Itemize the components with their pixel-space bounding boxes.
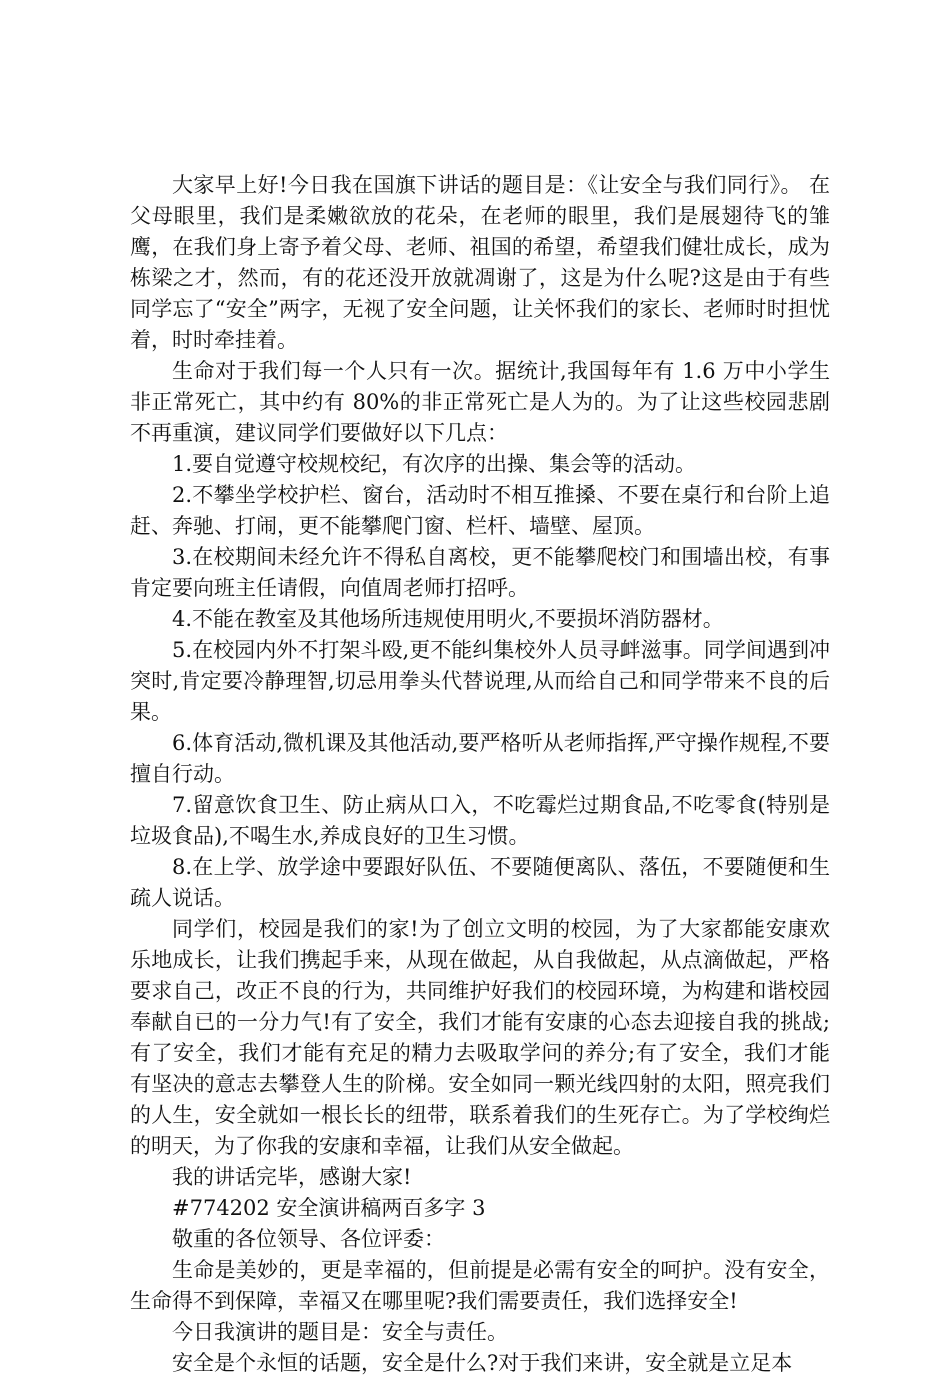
paragraph-topic: 今日我演讲的题目是：安全与责任。: [172, 1320, 508, 1344]
paragraph-intro: 生命是美妙的，更是幸福的，但前提是必需有安全的呵护。没有安全，生命得不到保障，幸福又在哪里呢?我们需要责任，我们选择安全!: [130, 1258, 830, 1313]
paragraph-rule-2: 2.不攀坐学校护栏、窗台，活动时不相互推搡、不要在桌行和台阶上追赶、奔驰、打闹，更不能攀爬门窗、栏杆、墙壁、屋顶。: [130, 483, 830, 538]
paragraph-rule-3: 3.在校期间未经允许不得私自离校，更不能攀爬校门和围墙出校，有事肯定要向班主任请假，向值周老师打招呼。: [130, 545, 830, 600]
section-heading: #774202 安全演讲稿两百多字 3: [172, 1196, 486, 1220]
document-page: [130, 170, 830, 1379]
paragraph-rule-4: 4.不能在教室及其他场所违规使用明火,不要损坏消防器材。: [172, 607, 724, 631]
paragraph-rule-8: 8.在上学、放学途中要跟好队伍、不要随便离队、落伍，不要随便和生疏人说话。: [130, 855, 830, 910]
paragraph-greeting: 大家早上好!今日我在国旗下讲话的题目是：《让安全与我们同行》。 在父母眼里，我们是柔嫩欲放的花朵，在老师的眼里，我们是展翅待飞的雏鹰，在我们身上寄予着父母、老师、祖国的希望，希望我们健壮成长，成为栋梁之才，然而，有的花还没开放就凋谢了，这是为什么呢?这是由于有些同学忘了“安全”两字，无视了安全问题，让关怀我们的家长、老师时时担忧着，时时牵挂着。: [130, 173, 830, 352]
paragraph-final: 安全是个永恒的话题，安全是什么?对于我们来讲，安全就是立足本: [172, 1351, 793, 1375]
paragraph-rule-1: 1.要自觉遵守校规校纪，有次序的出操、集会等的活动。: [172, 452, 697, 476]
paragraph-statistics: 生命对于我们每一个人只有一次。据统计,我国每年有 1.6 万中小学生非正常死亡，其中约有 80%的非正常死亡是人为的。为了让这些校园悲剧不再重演，建议同学们要做好以下几点：: [130, 359, 830, 445]
paragraph-appeal: 同学们，校园是我们的家!为了创立文明的校园，为了大家都能安康欢乐地成长，让我们携起手来，从现在做起，从自我做起，从点滴做起，严格要求自己，改正不良的行为，共同维护好我们的校园环境，为构建和谐校园奉献自已的一分力气!有了安全，我们才能有安康的心态去迎接自我的挑战;有了安全，我们才能有充足的精力去吸取学问的养分;有了安全，我们才能有坚决的意志去攀登人生的阶梯。安全如同一颗光线四射的太阳，照亮我们的人生，安全就如一根长长的纽带，联系着我们的生死存亡。为了学校绚烂的明天，为了你我的安康和幸福，让我们从安全做起。: [130, 917, 830, 1158]
paragraph-closing: 我的讲话完毕，感谢大家!: [172, 1165, 412, 1189]
paragraph-salutation: 敬重的各位领导、各位评委：: [172, 1227, 445, 1251]
paragraph-rule-6: 6.体育活动,微机课及其他活动,要严格听从老师指挥,严守操作规程,不要擅自行动。: [130, 731, 830, 786]
paragraph-rule-5: 5.在校园内外不打架斗殴,更不能纠集校外人员寻衅滋事。同学间遇到冲突时,肯定要冷静理智,切忌用拳头代替说理,从而给自己和同学带来不良的后果。: [130, 638, 830, 724]
paragraph-rule-7: 7.留意饮食卫生、防止病从口入，不吃霉烂过期食品,不吃零食(特别是垃圾食品),不喝生水,养成良好的卫生习惯。: [130, 793, 830, 848]
